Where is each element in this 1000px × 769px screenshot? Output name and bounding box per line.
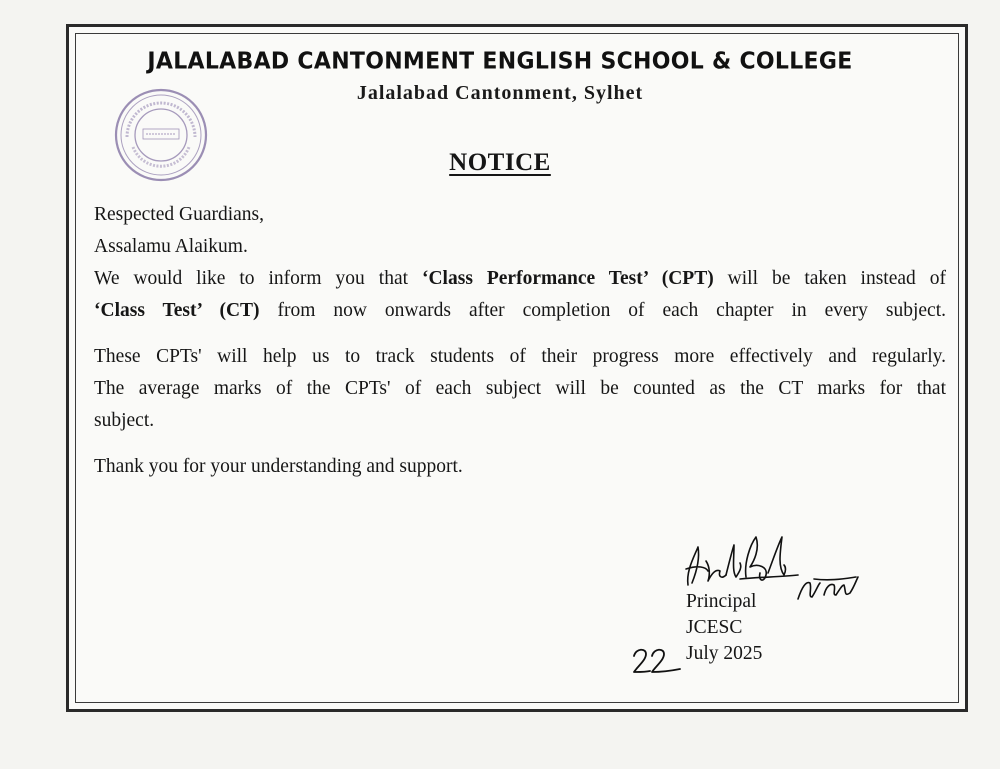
signatory-title: Principal (686, 591, 757, 612)
signatory-organization: JCESC (686, 617, 743, 638)
paragraph-line: These CPTs' will help us to track students of their progress more effectively and regularly. (94, 346, 946, 367)
paragraph-line (94, 263, 946, 295)
paragraph-line: subject. (94, 410, 155, 431)
text-run: will be taken instead of (713, 268, 946, 289)
handwritten-day-22 (630, 642, 682, 680)
greeting: Assalamu Alaikum. (94, 236, 248, 257)
paragraph-cpt-announcement (94, 263, 946, 327)
signatory-block (686, 589, 762, 667)
ct-term: ‘Class Test’ (CT) (94, 300, 260, 321)
closing-line: Thank you for your understanding and support. (94, 456, 463, 477)
paragraph-cpt-details (94, 341, 946, 437)
school-address: Jalalabad Cantonment, Sylhet (356, 82, 644, 104)
salutation: Respected Guardians, (94, 204, 265, 225)
text-run: from now onwards after completion of each chapter in every subject. (259, 300, 946, 321)
text-run: We would like to inform you that (94, 268, 422, 289)
cpt-term: ‘Class Performance Test’ (CPT) (421, 268, 714, 289)
paragraph-line: The average marks of the CPTs' of each subject will be counted as the CT marks for that (94, 378, 946, 399)
paragraph-line (94, 295, 946, 327)
notice-date: July 2025 (686, 643, 763, 664)
school-name: JALALABAD CANTONMENT ENGLISH SCHOOL & COLLEGE (147, 48, 853, 75)
notice-title: NOTICE (449, 149, 551, 176)
salutation-block (94, 199, 946, 263)
